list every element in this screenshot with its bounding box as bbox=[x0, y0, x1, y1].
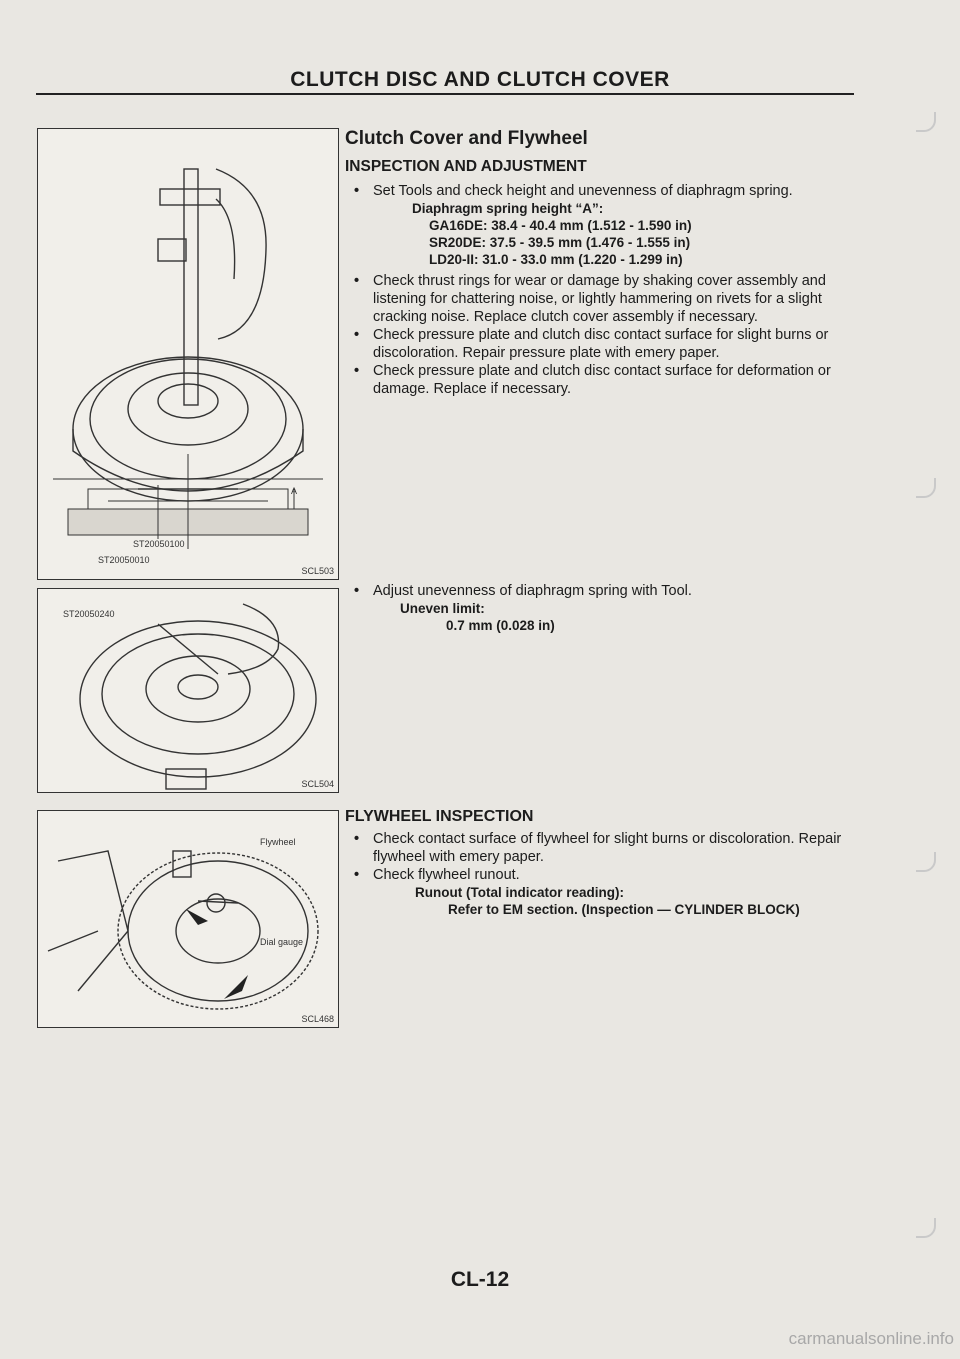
spec-line: GA16DE: 38.4 - 40.4 mm (1.512 - 1.590 in) bbox=[429, 218, 692, 233]
bullet-dot: • bbox=[354, 327, 360, 343]
section-title: FLYWHEEL INSPECTION bbox=[345, 808, 534, 825]
spec-title: Diaphragm spring height “A”: bbox=[412, 201, 604, 216]
margin-mark bbox=[916, 112, 936, 132]
watermark: carmanualsonline.info bbox=[788, 1329, 954, 1348]
figure-code: SCL468 bbox=[301, 1014, 334, 1024]
bullet-item bbox=[345, 182, 857, 200]
figure-label-flywheel: Flywheel bbox=[260, 837, 296, 847]
bullet-dot: • bbox=[354, 867, 360, 883]
diaphragm-spring-tool-illustration bbox=[38, 589, 338, 792]
spec-line: SR20DE: 37.5 - 39.5 mm (1.476 - 1.555 in) bbox=[429, 235, 691, 250]
bullet-dot: • bbox=[354, 183, 360, 199]
margin-mark bbox=[916, 478, 936, 498]
bullet-item bbox=[345, 830, 865, 866]
bullet-text: Check pressure plate and clutch disc contact surface for deformation or damage. Replace if necessary. bbox=[373, 363, 831, 397]
figure-code: SCL504 bbox=[301, 779, 334, 789]
bullet-text: Check thrust rings for wear or damage by shaking cover assembly and listening for chattering noise, or lightly hammering on rivets for a slight cracking noise. Replace clutch cover assembly if necessary. bbox=[373, 273, 826, 325]
bullet-text: Check contact surface of flywheel for slight burns or discoloration. Repair flywheel with emery paper. bbox=[373, 831, 842, 865]
bullet-text: Check flywheel runout. bbox=[373, 867, 520, 883]
figure-code: SCL503 bbox=[301, 566, 334, 576]
bullet-dot: • bbox=[354, 363, 360, 379]
bullet-dot: • bbox=[354, 583, 360, 599]
section-adjustment bbox=[345, 582, 857, 634]
spec-title: Uneven limit: bbox=[400, 601, 485, 616]
bullet-text: Set Tools and check height and unevenness of diaphragm spring. bbox=[373, 183, 793, 199]
figure-scl503 bbox=[37, 128, 339, 580]
section-flywheel bbox=[345, 808, 865, 918]
bullet-dot: • bbox=[354, 831, 360, 847]
page-title: CLUTCH DISC AND CLUTCH COVER bbox=[290, 68, 670, 91]
bullet-item bbox=[345, 326, 857, 362]
spec-value: 0.7 mm (0.028 in) bbox=[446, 618, 555, 633]
bullet-text: Check pressure plate and clutch disc contact surface for slight burns or discoloration. Repair pressure plate with emery paper. bbox=[373, 327, 829, 361]
figure-label-a: A bbox=[291, 486, 298, 496]
page-number: CL-12 bbox=[450, 1268, 510, 1291]
spec-title: Runout (Total indicator reading): bbox=[415, 885, 624, 900]
figure-scl504 bbox=[37, 588, 339, 793]
section-subtitle: INSPECTION AND ADJUSTMENT bbox=[345, 158, 587, 175]
bullet-item bbox=[345, 866, 865, 884]
section-title: Clutch Cover and Flywheel bbox=[345, 128, 588, 149]
spec-value: Refer to EM section. (Inspection — CYLINDER BLOCK) bbox=[448, 902, 800, 917]
header-rule bbox=[36, 93, 854, 95]
section-inspection bbox=[345, 130, 857, 398]
figure-label-tool-1: ST20050100 bbox=[133, 539, 185, 549]
bullet-dot: • bbox=[354, 273, 360, 289]
margin-mark bbox=[916, 852, 936, 872]
spec-line: LD20-II: 31.0 - 33.0 mm (1.220 - 1.299 in) bbox=[429, 252, 683, 267]
bullet-item bbox=[345, 272, 857, 326]
figure-label-tool: ST20050240 bbox=[63, 609, 115, 619]
bullet-text: Adjust unevenness of diaphragm spring with Tool. bbox=[373, 583, 692, 599]
figure-label-tool-2: ST20050010 bbox=[98, 555, 150, 565]
margin-mark bbox=[916, 1218, 936, 1238]
bullet-item bbox=[345, 582, 857, 600]
figure-label-dial-gauge: Dial gauge bbox=[260, 937, 304, 947]
figure-scl468 bbox=[37, 810, 339, 1028]
bullet-item bbox=[345, 362, 857, 398]
clutch-cover-caliper-illustration bbox=[38, 129, 338, 579]
